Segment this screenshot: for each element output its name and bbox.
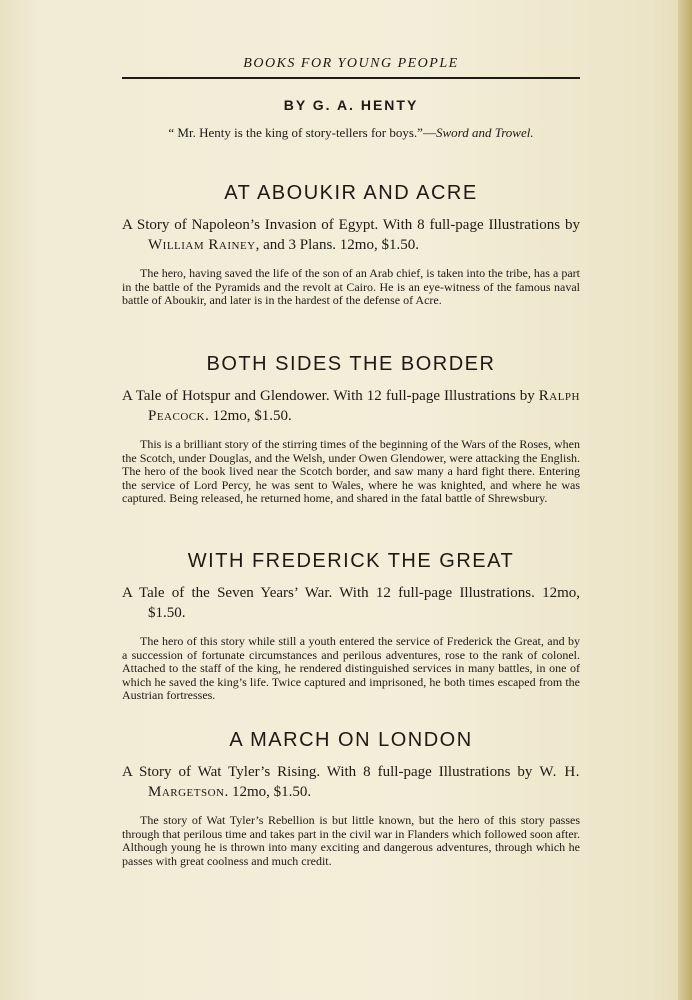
book-title: BOTH SIDES THE BORDER [206,353,496,375]
running-head: BOOKS FOR YOUNG PEOPLE [243,56,459,71]
book-summary: The hero, having saved the life of the son of an Arab chief, is taken into the tribe, has a part in the battle of the Pyramids and the revolt at Cairo. He is an eye-witness of the famous naval battle of Aboukir, and later is in the hardest of the defense of Acre. [122,266,580,307]
book-entry [122,182,580,308]
book-description: A Tale of Hotspur and Glendower. With 12 full-page Illustrations by Ralph Peacock. 12mo, $1.50. [122,388,580,424]
author-line: BY G. A. HENTY [283,97,419,113]
book-description: A Story of Napoleon’s Invasion of Egypt. With 8 full-page Illustrations by William Rainey, and 3 Plans. 12mo, $1.50. [122,217,580,253]
header-rule [122,77,580,79]
illustrator-name: W. H. Margetson [148,764,580,800]
book-title: AT ABOUKIR AND ACRE [224,182,478,204]
illustrator-name: William Rainey [148,237,256,253]
quote-text: “ Mr. Henty is the king of story-tellers for boys.”— [168,125,436,140]
book-entry [122,550,580,703]
book-summary: This is a brilliant story of the stirring times of the beginning of the Wars of the Roses, when the Scotch, under Douglas, and the Welsh, under Owen Glendower, were attacking the English. The hero of the book lived near the Scotch border, and saw many a hard fight there. Entering the service of Lord Percy, he was sent to Wales, where he was knighted, and where he was captured. Being released, he returned home, and shared in the fatal battle of Shrewsbury. [122,437,580,505]
quote-source: Sword and Trowel. [435,125,534,140]
book-description: A Story of Wat Tyler’s Rising. With 8 full-page Illustrations by W. H. Margetson. 12mo, $1.50. [122,764,580,800]
book-entry [122,729,580,868]
book-entry [122,353,580,506]
book-description: A Tale of the Seven Years’ War. With 12 full-page Illustrations. 12mo, $1.50. [122,585,580,621]
book-spine-edge [678,0,692,1000]
book-title: A MARCH ON LONDON [229,729,473,751]
review-quote [122,125,580,141]
book-title: WITH FREDERICK THE GREAT [187,550,515,572]
book-summary: The story of Wat Tyler’s Rebellion is but little known, but the hero of this story passes through that perilous time and takes part in the civil war in Flanders which followed soon after. Although young he is thrown into many exciting and dangerous adventures, through which he passes with great coolness and much credit. [122,813,580,868]
illustrator-name: Ralph Peacock [148,388,580,424]
book-summary: The hero of this story while still a youth entered the service of Frederick the Great, and by a succession of fortunate circumstances and perilous adventures, rose to the rank of colonel. Attached to the staff of the king, he rendered distinguished services in many battles, in one of which he saved the king’s life. Twice captured and imprisoned, he both times escaped from the Austrian fortresses. [122,634,580,702]
